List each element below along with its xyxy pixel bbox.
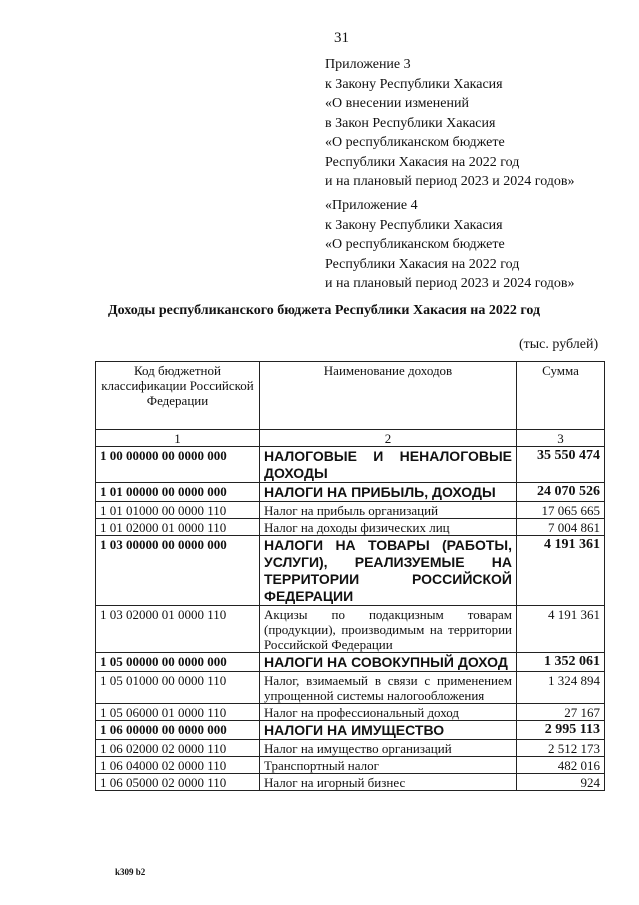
row-code: 1 06 00000 00 0000 000 xyxy=(96,721,260,740)
row-name: Налог на профессиональный доход xyxy=(260,704,517,721)
appendix-3-line: Приложение 3 xyxy=(325,57,411,72)
column-number-row xyxy=(96,430,605,447)
appendix-3-line: Республики Хакасия на 2022 год xyxy=(325,154,520,170)
row-name: НАЛОГИ НА ИМУЩЕСТВО xyxy=(260,721,517,740)
row-name: Налог на прибыль организаций xyxy=(260,502,517,519)
row-code: 1 01 00000 00 0000 000 xyxy=(96,483,260,502)
appendix-4-line: Республики Хакасия на 2022 год xyxy=(325,256,520,272)
row-sum: 1 324 894 xyxy=(517,672,605,704)
table-row xyxy=(96,721,605,740)
revenue-table xyxy=(95,361,605,791)
appendix-3-line: «О республиканском бюджете xyxy=(325,135,505,150)
row-sum: 17 065 665 xyxy=(517,502,605,519)
row-sum: 2 995 113 xyxy=(517,721,605,740)
row-sum: 2 512 173 xyxy=(517,740,605,757)
appendix-4-line: и на плановый период 2023 и 2024 годов» xyxy=(325,276,575,291)
appendix-4-caption xyxy=(325,196,575,294)
table-row xyxy=(96,704,605,721)
column-number: 1 xyxy=(96,430,260,447)
row-sum: 35 550 474 xyxy=(517,447,605,483)
header-code: Код бюджетной классификации Российской Федерации xyxy=(96,362,260,430)
row-code: 1 05 06000 01 0000 110 xyxy=(96,704,260,721)
appendix-3-line: «О внесении изменений xyxy=(325,96,469,111)
header-name: Наименование доходов xyxy=(260,362,517,430)
row-name: Налог, взимаемый в связи с применением упрощенной системы налогообложения xyxy=(260,672,517,704)
row-name: НАЛОГИ НА ПРИБЫЛЬ, ДОХОДЫ xyxy=(260,483,517,502)
column-number: 3 xyxy=(517,430,605,447)
row-code: 1 05 00000 00 0000 000 xyxy=(96,653,260,672)
table-row xyxy=(96,774,605,791)
table-row xyxy=(96,672,605,704)
row-code: 1 06 04000 02 0000 110 xyxy=(96,757,260,774)
table-row xyxy=(96,447,605,483)
row-sum: 924 xyxy=(517,774,605,791)
footer-code: k309 b2 xyxy=(115,867,146,877)
document-title: Доходы республиканского бюджета Республики Хакасия на 2022 год xyxy=(108,303,541,318)
row-name: НАЛОГИ НА СОВОКУПНЫЙ ДОХОД xyxy=(260,653,517,672)
appendix-4-line: «Приложение 4 xyxy=(325,198,418,213)
row-sum: 7 004 861 xyxy=(517,519,605,536)
appendix-3-line: и на плановый период 2023 и 2024 годов» xyxy=(325,174,575,189)
row-sum: 4 191 361 xyxy=(517,606,605,653)
table-row xyxy=(96,757,605,774)
row-name: НАЛОГИ НА ТОВАРЫ (РАБОТЫ, УСЛУГИ), РЕАЛИЗУЕМЫЕ НА ТЕРРИТОРИИ РОССИЙСКОЙ ФЕДЕРАЦИИ xyxy=(260,536,517,606)
row-code: 1 05 01000 00 0000 110 xyxy=(96,672,260,704)
row-code: 1 01 02000 01 0000 110 xyxy=(96,519,260,536)
row-name: Налог на игорный бизнес xyxy=(260,774,517,791)
row-sum: 24 070 526 xyxy=(517,483,605,502)
table-row xyxy=(96,519,605,536)
appendix-3-line: к Закону Республики Хакасия xyxy=(325,76,503,92)
row-code: 1 06 02000 02 0000 110 xyxy=(96,740,260,757)
header-sum: Сумма xyxy=(517,362,605,430)
row-code: 1 01 01000 00 0000 110 xyxy=(96,502,260,519)
table-row xyxy=(96,653,605,672)
table-header-row xyxy=(96,362,605,430)
table-row xyxy=(96,502,605,519)
row-sum: 482 016 xyxy=(517,757,605,774)
row-name: Транспортный налог xyxy=(260,757,517,774)
page-number: 31 xyxy=(334,30,349,46)
row-name: Налог на доходы физических лиц xyxy=(260,519,517,536)
units-label: (тыс. рублей) xyxy=(519,337,599,352)
row-sum: 4 191 361 xyxy=(517,536,605,606)
row-code: 1 06 05000 02 0000 110 xyxy=(96,774,260,791)
row-code: 1 03 00000 00 0000 000 xyxy=(96,536,260,606)
appendix-3-caption xyxy=(325,55,575,192)
row-name: Акцизы по подакцизным товарам (продукции), производимым на территории Российской Федерации xyxy=(260,606,517,653)
row-name: Налог на имущество организаций xyxy=(260,740,517,757)
column-number: 2 xyxy=(260,430,517,447)
row-name: НАЛОГОВЫЕ И НЕНАЛОГОВЫЕ ДОХОДЫ xyxy=(260,447,517,483)
table-row xyxy=(96,740,605,757)
row-code: 1 03 02000 01 0000 110 xyxy=(96,606,260,653)
appendix-4-line: к Закону Республики Хакасия xyxy=(325,217,503,233)
table-row xyxy=(96,536,605,606)
row-code: 1 00 00000 00 0000 000 xyxy=(96,447,260,483)
row-sum: 1 352 061 xyxy=(517,653,605,672)
appendix-4-line: «О республиканском бюджете xyxy=(325,237,505,252)
appendix-3-line: в Закон Республики Хакасия xyxy=(325,115,496,131)
row-sum: 27 167 xyxy=(517,704,605,721)
table-row xyxy=(96,483,605,502)
table-row xyxy=(96,606,605,653)
